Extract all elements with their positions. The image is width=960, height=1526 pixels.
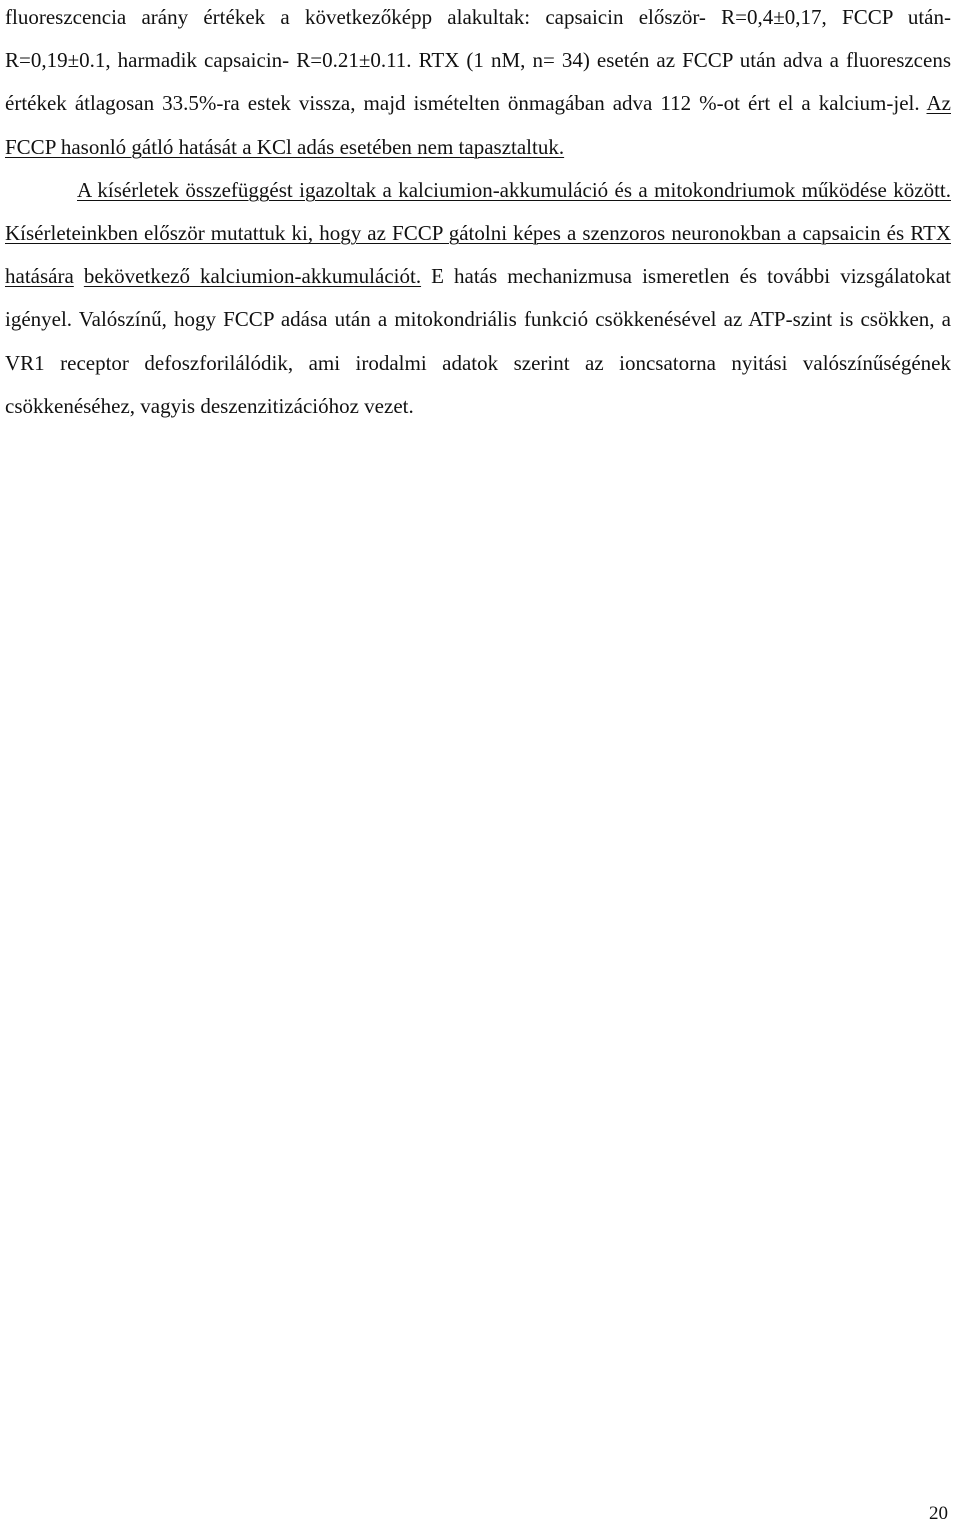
paragraph-1	[5, 0, 951, 169]
body-text	[5, 0, 951, 428]
paragraph-2-underlined-text-2: bekövetkező kalciumion-akkumulációt.	[83, 264, 422, 289]
page-number: 20	[929, 1503, 948, 1524]
paragraph-2-underlined-text-1: A kísérletek összefüggést igazoltak a kalciumion-akkumuláció és a mitokondriumok működése között. Kísérleteinkben először mutattuk ki, hogy az FCCP gátolni képes a szenzoros neuronokban a capsaicin és RTX hatására	[5, 177, 951, 289]
paragraph-1-underlined-text: Az FCCP hasonló gátló hatását a KCl adás esetében nem tapasztaltuk.	[5, 91, 951, 159]
paragraph-1-text: fluoreszcencia arány értékek a következőképp alakultak: capsaicin először- R=0,4±0,17, FCCP után- R=0,19±0.1, harmadik capsaicin- R=0.21±0.11. RTX (1 nM, n= 34) esetén az FCCP után adva a fluoreszcens értékek átlagosan 33.5%-ra estek vissza, majd ismételten önmagában adva 112 %-ot ért el a kalcium-jel.	[5, 5, 951, 116]
paragraph-2-text: E hatás mechanizmusa ismeretlen és további vizsgálatokat igényel. Valószínű, hogy FCCP adása után a mitokondriális funkció csökkenésével az ATP-szint is csökken, a VR1 receptor defoszforilálódik, ami irodalmi adatok szerint az ioncsatorna nyitási valószínűségének csökkenéséhez, vagyis deszenzitizációhoz vezet.	[5, 264, 951, 418]
paragraph-2-space	[74, 264, 84, 288]
paragraph-2	[5, 169, 951, 428]
